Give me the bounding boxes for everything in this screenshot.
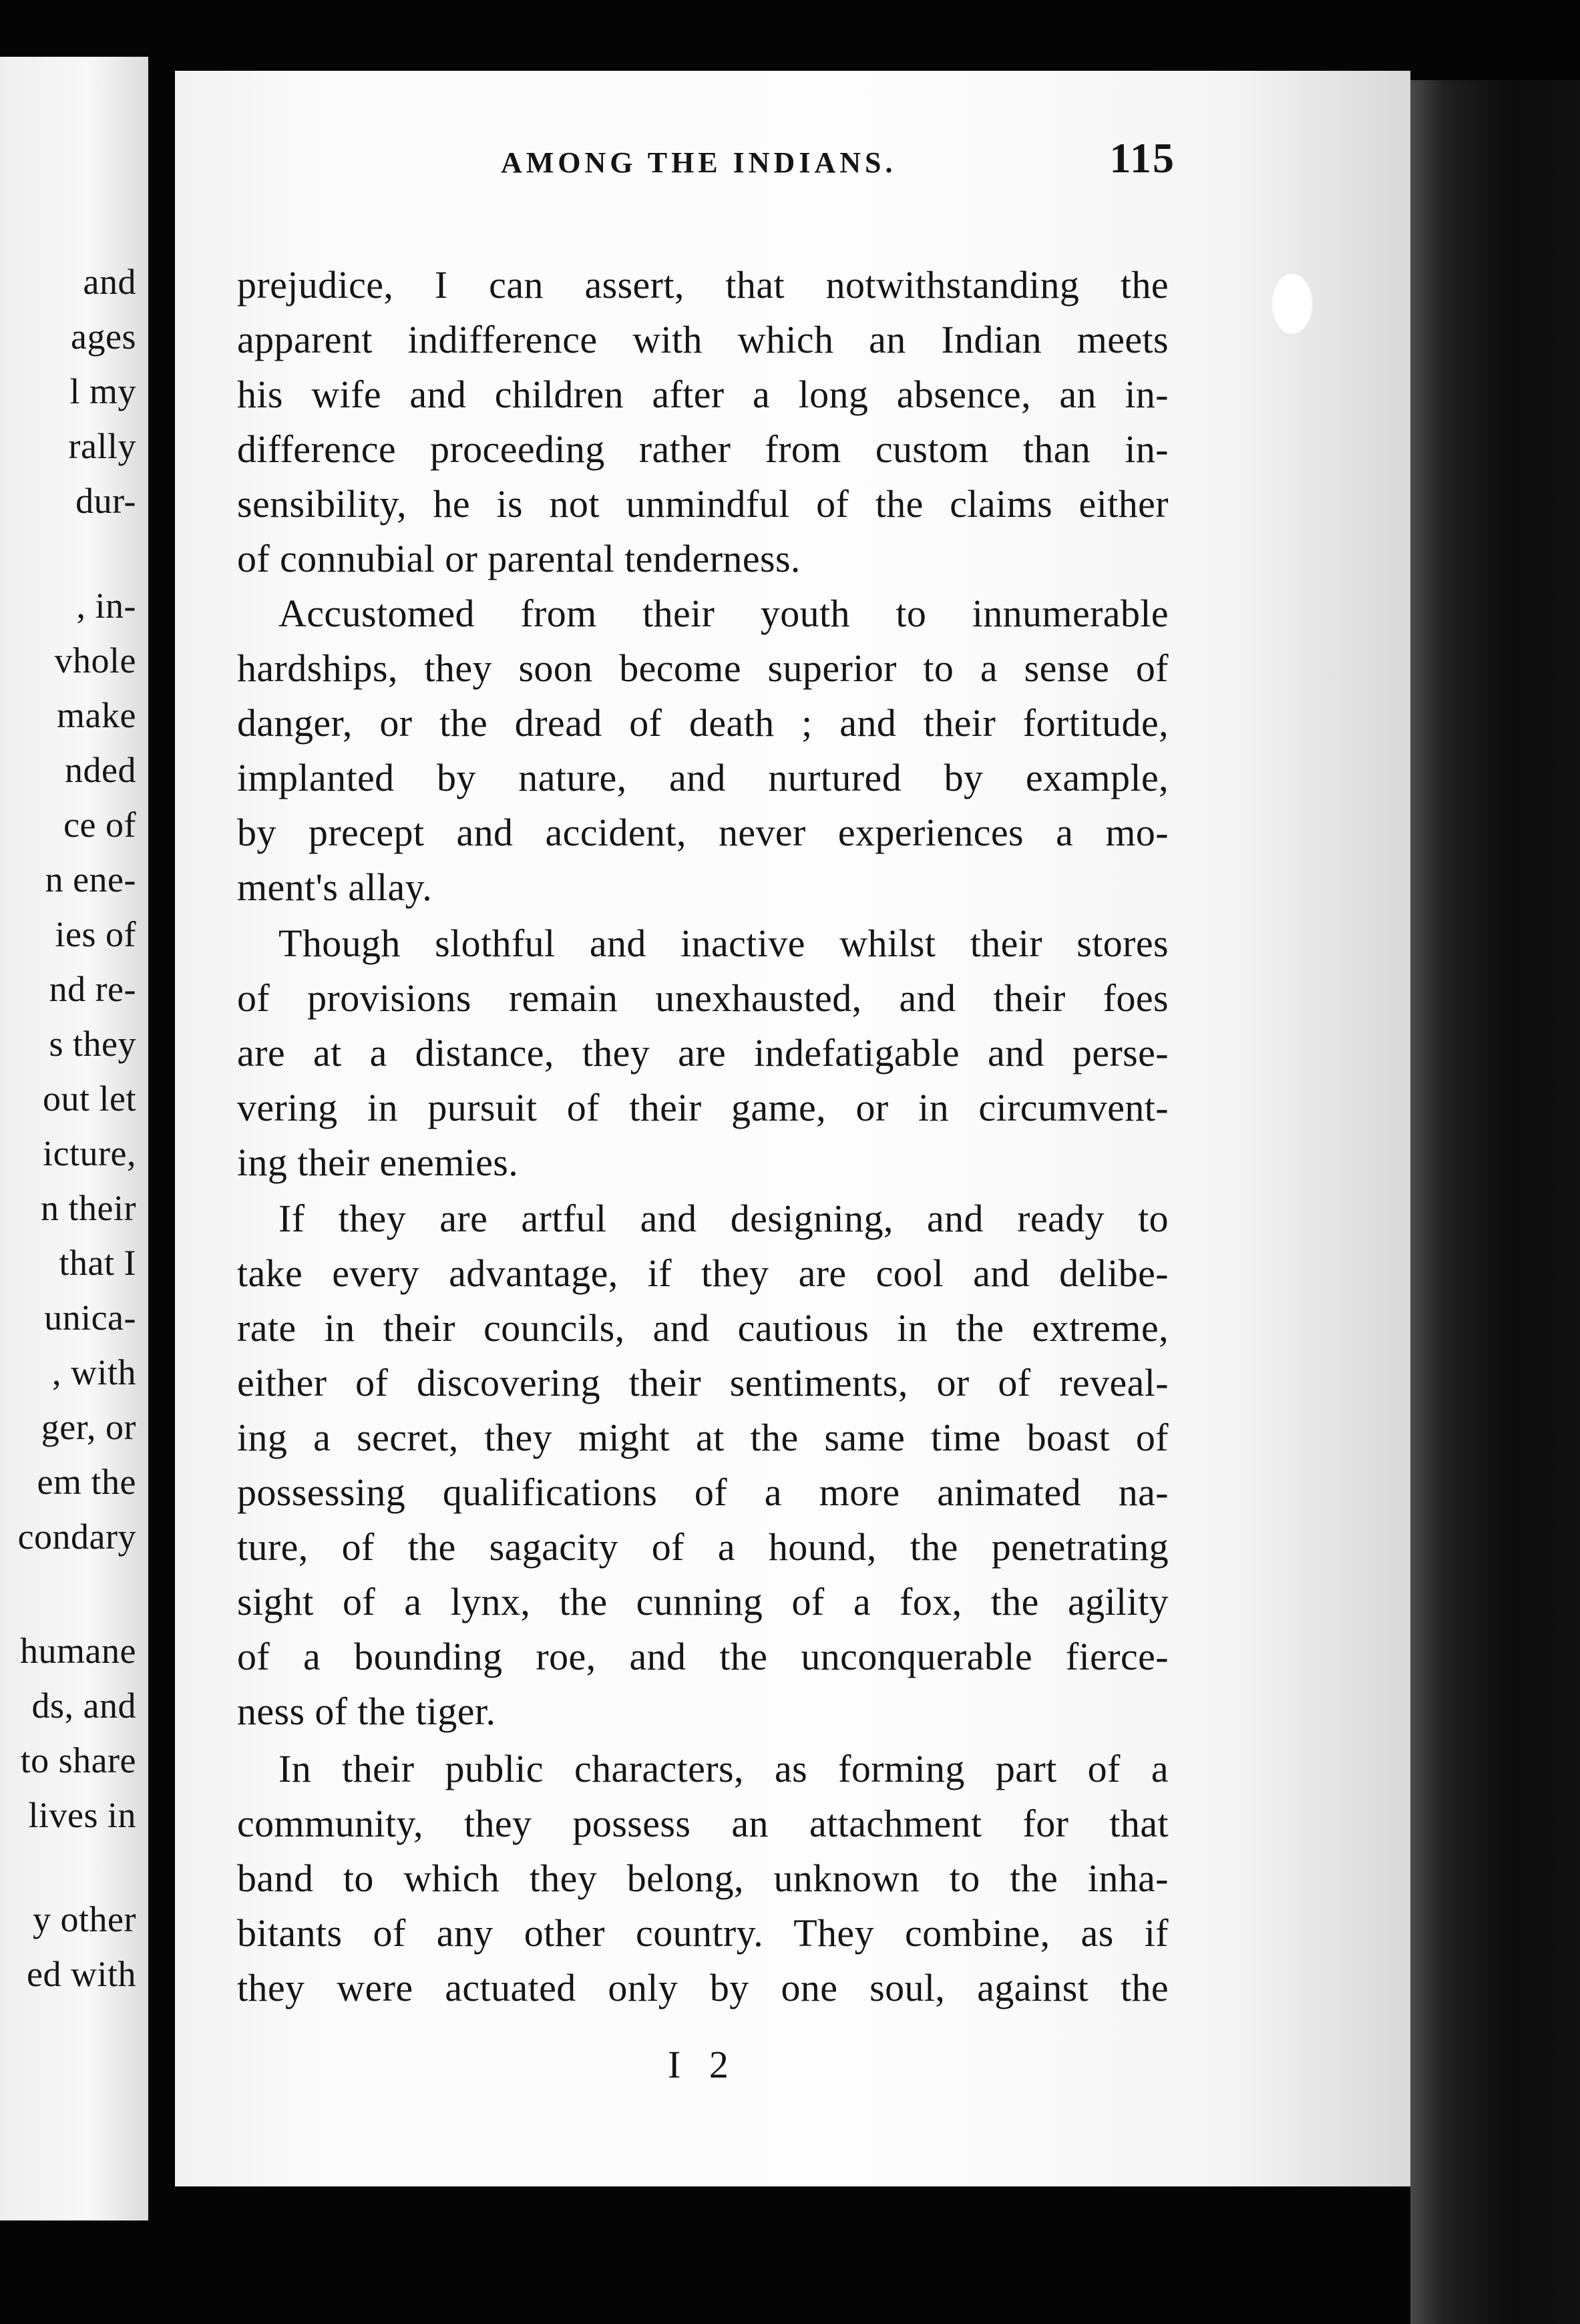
text-line: difference proceeding rather from custom than in- xyxy=(237,427,1169,471)
page-number: 115 xyxy=(1109,134,1175,182)
left-page-line: ger, or xyxy=(41,1407,136,1447)
left-page-line: humane xyxy=(20,1631,136,1671)
text-line: by precept and accident, never experiences a mo- xyxy=(237,811,1169,854)
page-edge-shadow xyxy=(1410,80,1580,2324)
text-line: possessing qualifications of a more animated na- xyxy=(237,1471,1169,1514)
left-page-line: dur- xyxy=(75,481,136,521)
left-page-line: ce of xyxy=(63,805,136,845)
text-line: sensibility, he is not unmindful of the claims either xyxy=(237,482,1169,526)
left-page-fragment xyxy=(0,57,148,2220)
running-head-title: AMONG THE INDIANS. xyxy=(501,146,897,179)
text-line: ing their enemies. xyxy=(237,1141,519,1184)
text-line: Accustomed from their youth to innumerable xyxy=(278,592,1169,635)
text-line: rate in their councils, and cautious in the extreme, xyxy=(237,1306,1169,1350)
left-page-line: that I xyxy=(59,1243,136,1283)
paper-blemish xyxy=(1272,274,1312,334)
text-line: community, they possess an attachment for that xyxy=(237,1802,1169,1845)
left-page-line: to share xyxy=(20,1740,136,1780)
text-line: danger, or the dread of death ; and their fortitude, xyxy=(237,701,1169,745)
text-line: ing a secret, they might at the same time boast of xyxy=(237,1416,1169,1459)
left-page-line: condary xyxy=(17,1517,136,1557)
text-line: implanted by nature, and nurtured by example, xyxy=(237,756,1169,799)
left-page-line: lives in xyxy=(28,1795,136,1835)
text-line: band to which they belong, unknown to the inha- xyxy=(237,1857,1169,1900)
text-line: prejudice, I can assert, that notwithstanding the xyxy=(237,263,1169,307)
left-page-line: unica- xyxy=(44,1298,136,1338)
left-page-line: s they xyxy=(49,1024,136,1064)
text-line: In their public characters, as forming part of a xyxy=(278,1747,1169,1790)
left-page-line: , in- xyxy=(76,586,136,626)
left-page-line: l my xyxy=(69,371,136,411)
left-page-line: n ene- xyxy=(45,859,136,900)
left-page-line: y other xyxy=(33,1899,136,1939)
text-line: they were actuated only by one soul, against the xyxy=(237,1966,1169,2009)
left-page-line: nd re- xyxy=(49,969,136,1009)
text-line: Though slothful and inactive whilst their stores xyxy=(278,922,1169,965)
left-page-line: ages xyxy=(71,317,136,357)
left-page-line: vhole xyxy=(54,640,136,681)
left-page-line: nded xyxy=(65,750,136,790)
left-page-line: em the xyxy=(37,1462,136,1502)
text-line: ment's allay. xyxy=(237,865,433,909)
left-page-line: , with xyxy=(51,1352,136,1392)
text-line: bitants of any other country. They combine, as if xyxy=(237,1911,1169,1955)
left-page-line: n their xyxy=(41,1188,136,1228)
text-line: If they are artful and designing, and ready to xyxy=(278,1197,1169,1240)
left-page-line: ies of xyxy=(55,914,136,954)
text-line: vering in pursuit of their game, or in circumvent- xyxy=(237,1086,1169,1129)
text-line: are at a distance, they are indefatigable and perse- xyxy=(237,1031,1169,1075)
text-line: of provisions remain unexhausted, and their foes xyxy=(237,976,1169,1020)
left-page-line: rally xyxy=(68,426,136,466)
text-line: ness of the tiger. xyxy=(237,1690,496,1733)
text-line: take every advantage, if they are cool and delibe- xyxy=(237,1251,1169,1295)
text-line: hardships, they soon become superior to a sense of xyxy=(237,646,1169,690)
left-page-line: icture, xyxy=(43,1133,136,1173)
text-line: of connubial or parental tenderness. xyxy=(237,537,801,580)
text-line: of a bounding roe, and the unconquerable fierce- xyxy=(237,1635,1169,1678)
signature-mark: I 2 xyxy=(668,2043,738,2086)
left-page-line: out let xyxy=(43,1079,136,1119)
text-line: apparent indifference with which an Indian meets xyxy=(237,318,1169,361)
running-head xyxy=(321,134,1175,183)
text-line: his wife and children after a long absence, an in- xyxy=(237,373,1169,416)
left-page-line: and xyxy=(83,262,136,302)
text-line: sight of a lynx, the cunning of a fox, the agility xyxy=(237,1580,1169,1623)
left-page-line: ds, and xyxy=(31,1686,136,1726)
left-page-line: ed with xyxy=(27,1954,136,1994)
text-line: ture, of the sagacity of a hound, the penetrating xyxy=(237,1525,1169,1569)
left-page-line: make xyxy=(57,695,136,735)
text-line: either of discovering their sentiments, or of reveal- xyxy=(237,1361,1169,1404)
